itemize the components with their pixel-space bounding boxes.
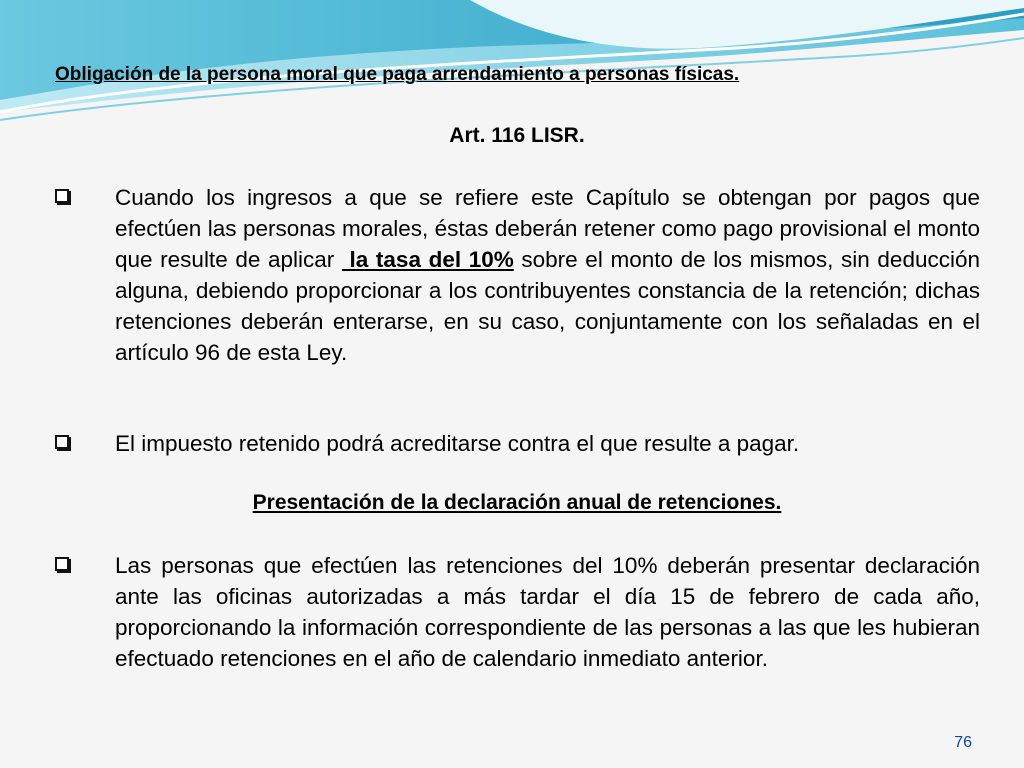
bullet-item-retention bbox=[55, 182, 980, 368]
checkbox-bullet-icon bbox=[55, 557, 69, 571]
bullet-text-part: sobre el monto de los mismos, sin deducción alguna, debiendo proporcionar a los contribuyentes constancia de la retención; dichas retenciones deberán enterarse, en su caso, conjuntamente con los señaladas en el artículo 96 de esta Ley. bbox=[115, 247, 980, 365]
section-subheading: Presentación de la declaración anual de retenciones. bbox=[252, 491, 782, 514]
bullet-text-part: Cuando los ingresos a que se refiere este Capítulo se obtengan por pagos que efectúen las personas morales, éstas deberán retener como pago provisional el monto que resulte de aplicar bbox=[115, 185, 980, 272]
bullet-item-annual-declaration bbox=[55, 550, 980, 674]
bullet-item-credit bbox=[55, 428, 980, 459]
page-number: 76 bbox=[954, 734, 972, 751]
article-reference: Art. 116 LISR. bbox=[449, 124, 585, 147]
bullet-text bbox=[115, 182, 980, 368]
rate-emphasis: la tasa del 10% bbox=[341, 247, 514, 272]
checkbox-bullet-icon bbox=[55, 189, 69, 203]
bullet-text: Las personas que efectúen las retenciones del 10% deberán presentar declaración ante las oficinas autorizadas a más tardar el día 15 de febrero de cada año, proporcionando la información correspondiente de las personas a las que les hubieran efectuado retenciones en el año de calendario inmediato anterior. bbox=[115, 553, 980, 671]
bullet-text: El impuesto retenido podrá acreditarse contra el que resulte a pagar. bbox=[115, 431, 800, 456]
checkbox-bullet-icon bbox=[55, 435, 69, 449]
slide-heading: Obligación de la persona moral que paga arrendamiento a personas físicas. bbox=[55, 64, 740, 85]
